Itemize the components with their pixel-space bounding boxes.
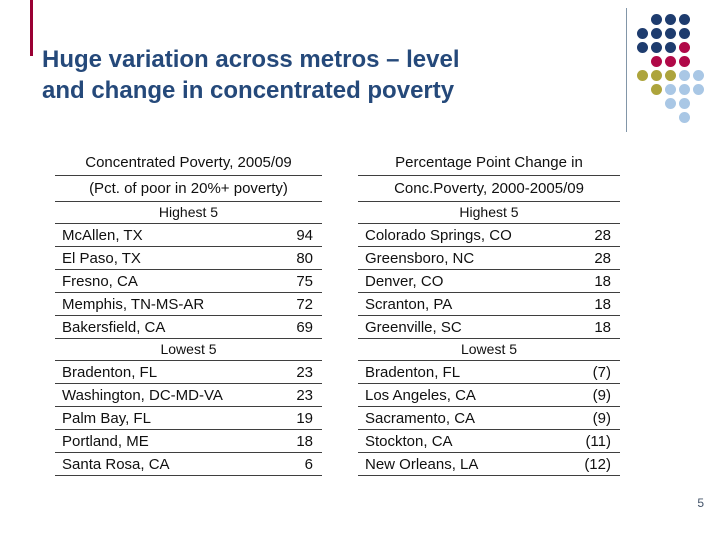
metro-name: Santa Rosa, CA — [62, 455, 170, 473]
lightblue-dot — [679, 84, 690, 95]
table-row — [358, 247, 620, 270]
navy-dot — [665, 14, 676, 25]
metro-name: Greensboro, NC — [365, 249, 475, 267]
left-table-title-line1: Concentrated Poverty, 2005/09 — [55, 150, 322, 176]
metro-name: Bakersfield, CA — [62, 318, 166, 336]
lightblue-dot — [665, 84, 676, 95]
table-row — [55, 316, 322, 339]
metro-value: (9) — [592, 409, 611, 427]
metro-value: (12) — [584, 455, 611, 473]
navy-dot — [665, 42, 676, 53]
right-table-highest-label: Highest 5 — [358, 202, 620, 224]
table-row — [55, 247, 322, 270]
table-row — [55, 224, 322, 247]
metro-value: 6 — [304, 455, 313, 473]
right-table-title-line2: Conc.Poverty, 2000-2005/09 — [358, 176, 620, 202]
metro-value: 18 — [594, 318, 611, 336]
metro-name: Sacramento, CA — [365, 409, 476, 427]
metro-value: 75 — [296, 272, 313, 290]
olive-dot — [665, 70, 676, 81]
metro-name: McAllen, TX — [62, 226, 143, 244]
table-row — [358, 407, 620, 430]
metro-name: Los Angeles, CA — [365, 386, 476, 404]
metro-name: Bradenton, FL — [365, 363, 461, 381]
metro-name: Palm Bay, FL — [62, 409, 151, 427]
page-number: 5 — [697, 496, 704, 510]
table-row — [358, 453, 620, 476]
crimson-dot — [679, 42, 690, 53]
left-table-highest-label: Highest 5 — [55, 202, 322, 224]
metro-name: Memphis, TN-MS-AR — [62, 295, 205, 313]
navy-dot — [651, 28, 662, 39]
crimson-dot — [665, 56, 676, 67]
lightblue-dot — [679, 70, 690, 81]
navy-dot — [679, 14, 690, 25]
title-line-2: and change in concentrated poverty — [42, 77, 455, 104]
table-row — [55, 453, 322, 476]
navy-dot — [637, 28, 648, 39]
metro-value: 23 — [296, 363, 313, 381]
metro-value: 28 — [594, 249, 611, 267]
lightblue-dot — [679, 112, 690, 123]
accent-bar — [30, 0, 33, 56]
metro-value: 18 — [594, 295, 611, 313]
metro-value: (7) — [592, 363, 611, 381]
navy-dot — [651, 14, 662, 25]
table-row — [358, 316, 620, 339]
table-row — [358, 270, 620, 293]
navy-dot — [651, 42, 662, 53]
metro-value: 72 — [296, 295, 313, 313]
left-table-title-line2: (Pct. of poor in 20%+ poverty) — [55, 176, 322, 202]
left-table-lowest-label: Lowest 5 — [55, 339, 322, 361]
table-row — [55, 293, 322, 316]
metro-value: 94 — [296, 226, 313, 244]
metro-name: Colorado Springs, CO — [365, 226, 512, 244]
metro-value: (11) — [585, 432, 611, 450]
metro-name: Scranton, PA — [365, 295, 453, 313]
table-row — [358, 224, 620, 247]
navy-dot — [679, 28, 690, 39]
page-title — [42, 44, 460, 106]
metro-name: El Paso, TX — [62, 249, 141, 267]
metro-name: Stockton, CA — [365, 432, 453, 450]
metro-name: Portland, ME — [62, 432, 149, 450]
table-row — [55, 407, 322, 430]
table-row — [358, 430, 620, 453]
metro-value: 28 — [594, 226, 611, 244]
lightblue-dot — [693, 84, 704, 95]
metro-name: Denver, CO — [365, 272, 444, 290]
metro-value: 23 — [296, 386, 313, 404]
metro-name: Washington, DC-MD-VA — [62, 386, 223, 404]
olive-dot — [637, 70, 648, 81]
table-percentage-point-change — [358, 150, 620, 476]
table-row — [358, 384, 620, 407]
table-row — [55, 270, 322, 293]
metro-value: (9) — [592, 386, 611, 404]
metro-name: Fresno, CA — [62, 272, 138, 290]
metro-value: 18 — [296, 432, 313, 450]
lightblue-dot — [693, 70, 704, 81]
table-row — [55, 384, 322, 407]
metro-value: 69 — [296, 318, 313, 336]
navy-dot — [637, 42, 648, 53]
title-line-1: Huge variation across metros – level — [42, 46, 460, 73]
right-table-lowest-label: Lowest 5 — [358, 339, 620, 361]
olive-dot — [651, 70, 662, 81]
dot-grid — [635, 12, 705, 124]
metro-value: 18 — [594, 272, 611, 290]
navy-dot — [665, 28, 676, 39]
olive-dot — [651, 84, 662, 95]
crimson-dot — [651, 56, 662, 67]
crimson-dot — [679, 56, 690, 67]
table-row — [358, 293, 620, 316]
metro-name: New Orleans, LA — [365, 455, 479, 473]
table-row — [358, 361, 620, 384]
table-row — [55, 361, 322, 384]
table-concentrated-poverty — [55, 150, 322, 476]
lightblue-dot — [679, 98, 690, 109]
metro-value: 80 — [296, 249, 313, 267]
right-table-title-line1: Percentage Point Change in — [358, 150, 620, 176]
metro-name: Bradenton, FL — [62, 363, 158, 381]
lightblue-dot — [665, 98, 676, 109]
table-row — [55, 430, 322, 453]
divider-line — [626, 8, 627, 132]
metro-name: Greenville, SC — [365, 318, 462, 336]
metro-value: 19 — [296, 409, 313, 427]
